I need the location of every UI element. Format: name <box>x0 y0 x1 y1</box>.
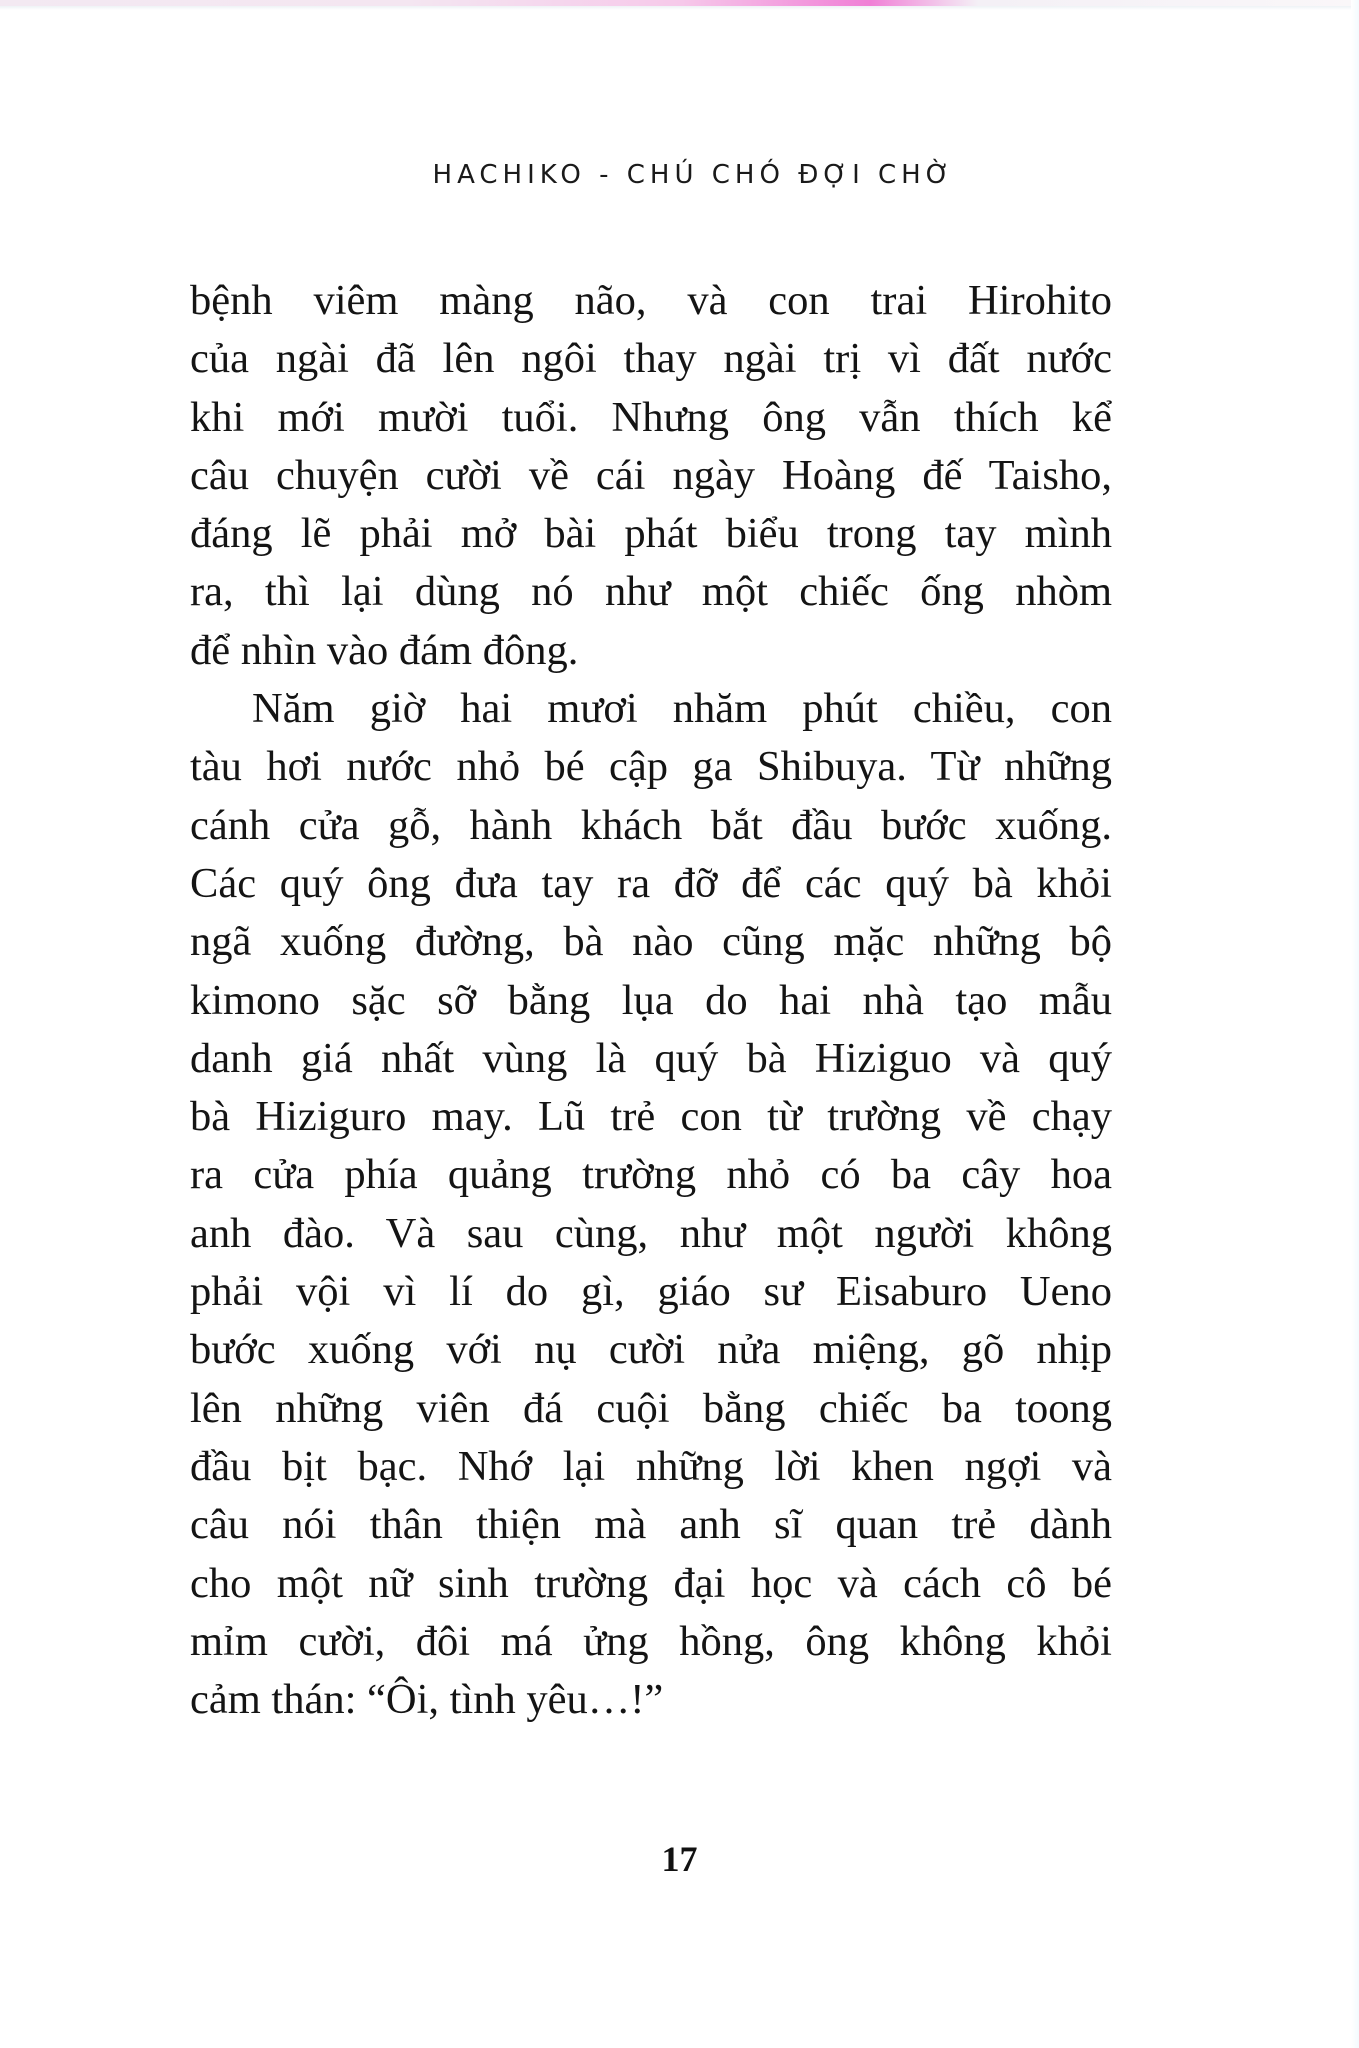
text-line: bà Hiziguro may. Lũ trẻ con từ trường về chạy <box>190 1093 1112 1141</box>
text-line: tàu hơi nước nhỏ bé cập ga Shibuya. Từ những <box>190 743 1112 791</box>
text-line: ra, thì lại dùng nó như một chiếc ống nhòm <box>190 568 1112 616</box>
text-line: cánh cửa gỗ, hành khách bắt đầu bước xuống. <box>190 801 1112 849</box>
text-line: danh giá nhất vùng là quý bà Hiziguo và quý <box>190 1034 1112 1082</box>
text-line: để nhìn vào đám đông. <box>190 626 579 674</box>
page-number: 17 <box>661 1839 698 1879</box>
text-line: đầu bịt bạc. Nhớ lại những lời khen ngợi và <box>190 1442 1112 1490</box>
paragraph-1 <box>190 272 1112 680</box>
text-line: của ngài đã lên ngôi thay ngài trị vì đất nước <box>190 335 1112 383</box>
text-line: cảm thán: “Ôi, tình yêu…!” <box>190 1676 664 1724</box>
text-line: lên những viên đá cuội bằng chiếc ba toong <box>190 1384 1112 1432</box>
text-line: ra cửa phía quảng trường nhỏ có ba cây hoa <box>190 1151 1112 1199</box>
body-text <box>190 272 1112 1729</box>
text-line: ngã xuống đường, bà nào cũng mặc những bộ <box>190 918 1112 966</box>
running-header: HACHIKO - CHÚ CHÓ ĐỢI CHỜ <box>432 160 955 190</box>
text-line: cho một nữ sinh trường đại học và cách cô bé <box>190 1559 1112 1607</box>
paragraph-2 <box>190 680 1112 1729</box>
text-line: Năm giờ hai mươi nhăm phút chiều, con <box>252 685 1112 733</box>
text-line: kimono sặc sỡ bằng lụa do hai nhà tạo mẫu <box>190 976 1112 1024</box>
scan-right-edge <box>1351 0 1359 2048</box>
text-line: câu nói thân thiện mà anh sĩ quan trẻ dành <box>190 1501 1112 1549</box>
text-line: Các quý ông đưa tay ra đỡ để các quý bà khỏi <box>190 859 1112 907</box>
text-line: bước xuống với nụ cười nửa miệng, gõ nhịp <box>190 1326 1112 1374</box>
text-line: câu chuyện cười về cái ngày Hoàng đế Taisho, <box>190 451 1112 499</box>
text-line: mỉm cười, đôi má ửng hồng, ông không khỏi <box>190 1617 1112 1665</box>
text-line: bệnh viêm màng não, và con trai Hirohito <box>190 277 1112 324</box>
scan-top-shadow <box>0 6 1359 10</box>
text-line: phải vội vì lí do gì, giáo sư Eisaburo Ueno <box>190 1268 1112 1316</box>
text-line: khi mới mười tuổi. Nhưng ông vẫn thích kể <box>190 393 1112 441</box>
text-line: đáng lẽ phải mở bài phát biểu trong tay mình <box>190 510 1112 558</box>
text-line: anh đào. Và sau cùng, như một người không <box>190 1209 1112 1257</box>
